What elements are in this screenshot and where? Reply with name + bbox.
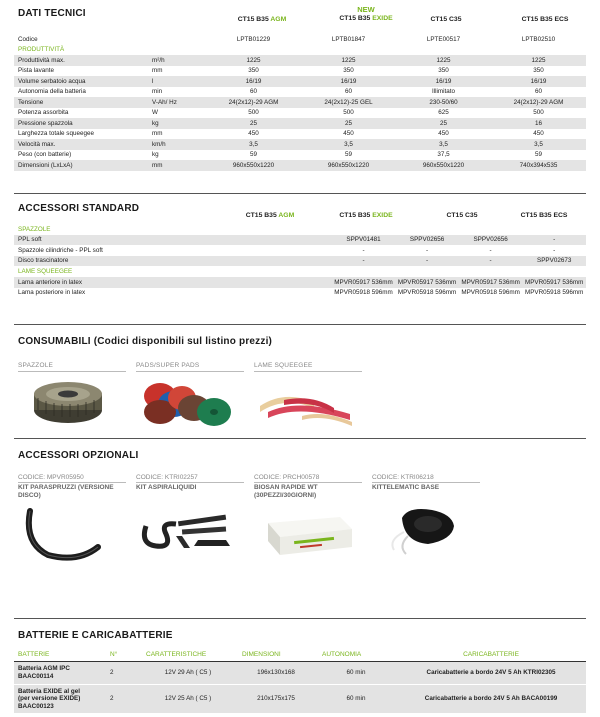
table-row: Lama posteriore in latex MPVR05918 596mm MPVR05918 596mm MPVR05918 596mm MPVR05918 596mm xyxy=(18,289,584,297)
table-row: Volume serbatoio acqua l 16/19 16/19 16/19 16/19 xyxy=(14,76,586,87)
telematic-device-icon xyxy=(372,496,480,558)
table-row: PPL soft SPPV01481 SPPV02656 SPPV02656 - xyxy=(14,235,586,246)
consumable-lame: LAME SQUEEGEE xyxy=(254,362,362,432)
optional-aspiraliquidi: CODICE: KTRI02257 KIT ASPIRALIQUIDI xyxy=(136,474,244,558)
category-row: PRODUTTIVITÀ xyxy=(18,46,65,54)
dati-tecnici-title: DATI TECNICI xyxy=(18,8,86,19)
new-badge: NEW xyxy=(357,5,375,14)
category-row: LAME SQUEEGEE xyxy=(18,268,73,276)
table-row: Batteria AGM IPC BAAC00114 2 12V 29 Ah ( C5 ) 196x130x168 60 min Caricabatterie a bordo 24V 5 Ah KTRI02305 xyxy=(14,661,586,684)
splash-guard-icon xyxy=(18,503,126,565)
accessori-opzionali-title: ACCESSORI OPZIONALI xyxy=(18,450,139,461)
optional-paraspruzzi: CODICE: MPVR05950 KIT PARASPRUZZI (VERSIONE DISCO) xyxy=(18,474,126,565)
acc-model-header-2: CT15 B35 EXIDE xyxy=(339,212,393,219)
consumable-pads: PADS/SUPER PADS xyxy=(136,362,244,432)
section-divider xyxy=(14,324,586,325)
batterie-header-row: BATTERIE N° CARATTERISTICHE DIMENSIONI AUTONOMIA CARICABATTERIE xyxy=(14,648,586,661)
table-row: Pista lavante mm 350 350 350 350 xyxy=(18,67,544,75)
table-row: Tensione V-Ah/ Hz 24(2x12)-29 AGM 24(2x12)-25 GEL 230-50/60 24(2x12)-29 AGM xyxy=(14,97,586,108)
section-divider xyxy=(14,438,586,439)
batterie-table xyxy=(14,648,586,713)
table-row: Larghezza totale squeegee mm 450 450 450 450 xyxy=(18,130,544,138)
acc-model-header-1: CT15 B35 AGM xyxy=(245,212,295,219)
vacuum-kit-icon xyxy=(136,496,244,558)
consumabili-title: CONSUMABILI (Codici disponibili sul listino prezzi) xyxy=(18,336,273,347)
section-divider xyxy=(14,193,586,194)
table-row: Autonomia della batteria min 60 60 Illimitato 60 xyxy=(18,88,542,96)
table-row: Velocità max. km/h 3,5 3,5 3,5 3,5 xyxy=(14,139,586,150)
batterie-title: BATTERIE E CARICABATTERIE xyxy=(18,630,173,641)
table-row: Dimensioni (LxLxA) mm 960x550x1220 960x550x1220 960x550x1220 740x394x535 xyxy=(14,160,586,171)
squeegee-blades-icon xyxy=(254,372,362,432)
acc-model-header-3: CT15 C35 xyxy=(446,212,478,219)
category-row: SPAZZOLE xyxy=(18,225,51,233)
codice-row: Codice LPTB01229 LPTB01847 LPTE00517 LPTB02510 xyxy=(18,35,556,43)
accessori-standard-title: ACCESSORI STANDARD xyxy=(18,203,140,214)
dati-tecnici-table xyxy=(14,34,586,171)
table-row: Potenza assorbita W 500 500 625 500 xyxy=(18,109,544,117)
table-row: Produttività max. m²/h 1225 1225 1225 1225 xyxy=(14,55,586,66)
section-divider xyxy=(14,618,586,619)
accessori-table xyxy=(14,224,586,298)
table-row: Batteria EXIDE al gel (per versione EXIDE) BAAC00123 2 12V 25 Ah ( C5 ) 210x175x175 60 min Caricabatterie a bordo 24V 5 Ah BACA00199 xyxy=(14,685,586,713)
table-row: Peso (con batterie) kg 59 59 37,5 59 xyxy=(18,151,542,159)
brush-icon xyxy=(18,372,126,432)
model-header-4: CT15 B35 ECS xyxy=(521,16,569,23)
model-header-1: CT15 B35 AGM xyxy=(237,16,287,23)
table-row: Disco trascinatore - - - SPPV02673 xyxy=(14,256,586,267)
model-header-3: CT15 C35 xyxy=(430,16,462,23)
table-row: Lama anteriore in latex MPVR05917 536mm MPVR05917 536mm MPVR05917 536mm MPVR05917 536mm xyxy=(14,277,586,288)
acc-model-header-4: CT15 B35 ECS xyxy=(520,212,568,219)
optional-kittelematic: CODICE: KTRI06218 KITTELEMATIC BASE xyxy=(372,474,480,558)
optional-biosan: CODICE: PRCH00578 BIOSAN RAPIDE WT (30PEZZI/30GIORNI) xyxy=(254,474,362,565)
table-row: Pressione spazzola kg 25 25 25 16 xyxy=(14,118,586,129)
model-header-2: NEW CT15 B35 EXIDE xyxy=(314,6,418,22)
consumable-spazzole: SPAZZOLE xyxy=(18,362,126,432)
pads-icon xyxy=(136,372,244,432)
table-row: Spazzole cilindriche - PPL soft - - - - xyxy=(18,246,556,254)
biosan-box-icon xyxy=(254,503,362,565)
